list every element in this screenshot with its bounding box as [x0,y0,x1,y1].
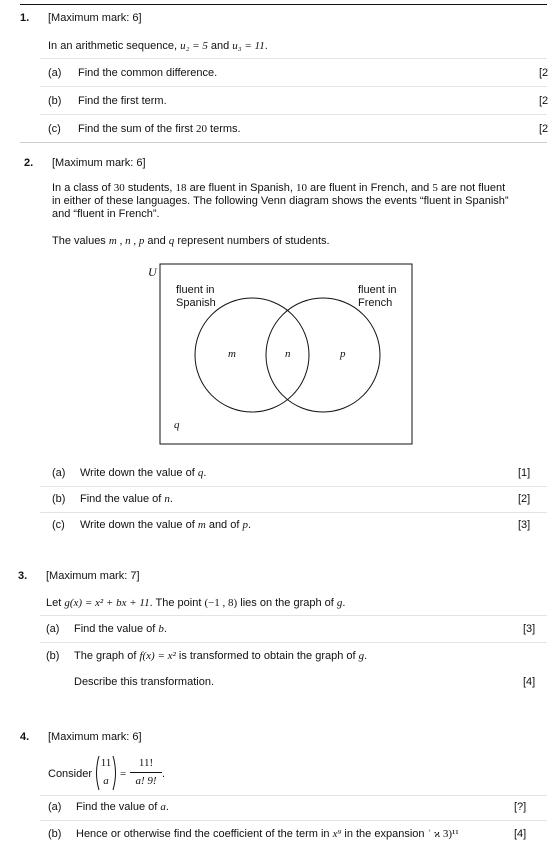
q1c-mark: [2 [539,123,548,135]
q4a-mark: [?] [514,801,527,813]
q4-consider: Consider [48,768,93,780]
q2c-label: (c) [52,519,65,531]
q4-equals: = [120,768,127,780]
q2a-label: (a) [52,467,66,479]
q4-number: 4. [20,731,30,743]
q1b-text: Find the first term. [78,95,167,107]
binomial-top: 11 [100,757,112,769]
venn-spanish-circle [195,298,309,412]
q2b-divider [40,512,547,513]
q2-para1-line2: in either of these languages. The following Venn diagram shows the events “fluent in Spanish” [52,195,509,207]
q3a-mark: [3] [523,623,536,635]
q4b-label: (b) [48,828,62,840]
q4a-text: Find the value of a. [76,801,169,813]
q1a-text: Find the common difference. [78,67,218,79]
q1a-mark: [2 [539,67,548,79]
q4-fraction [130,757,162,789]
venn-right-label-2: French [358,297,393,309]
q2b-mark: [2] [518,493,531,505]
q2-header: [Maximum mark: 6] [52,157,146,169]
q2-para1-line3: and “fluent in French”. [52,208,160,220]
venn-region-p: p [340,348,346,360]
venn-region-n: n [285,348,291,360]
q3b-text: The graph of f(x) = x² is transformed to obtain the graph of g. [74,650,368,662]
q1c-text: Find the sum of the first 20 terms. [78,123,241,135]
venn-left-label-1: fluent in [176,284,215,296]
q2b-text: Find the value of n. [80,493,173,505]
q2-para1-line1: In a class of 30 students, 18 are fluent in Spanish, 10 are fluent in French, and 5 are not fluent [52,182,506,194]
q3b-mark: [4] [523,676,536,688]
q3-divider [40,615,547,616]
q4b-text: Hence or otherwise find the coefficient of the term in x⁹ in the expansion ʿ ϰ 3)¹¹ [76,828,459,840]
q2c-mark: [3] [518,519,531,531]
q4b-mark: [4] [514,828,527,840]
q1b-mark: [2 [539,95,548,107]
q4-header: [Maximum mark: 6] [48,731,142,743]
q4-fraction-period: . [162,768,166,780]
q1a-label: (a) [48,67,62,79]
q3b-describe: Describe this transformation. [74,676,214,688]
venn-left-label-2: Spanish [176,297,216,309]
venn-region-q: q [174,419,180,431]
q4a-divider [40,820,547,821]
venn-right-label-1: fluent in [358,284,397,296]
q2a-divider [40,486,547,487]
q3b-label: (b) [46,650,60,662]
q1-header: [Maximum mark: 6] [48,12,142,24]
fraction-numerator: 11! [138,757,154,769]
q3a-text: Find the value of b. [74,623,167,635]
q3-number: 3. [18,570,28,582]
q2b-label: (b) [52,493,66,505]
q1b-label: (b) [48,95,62,107]
binomial-bottom: a [103,775,109,787]
q3a-label: (a) [46,623,60,635]
q4-divider [40,795,547,796]
fraction-bar [130,772,162,773]
q3-header: [Maximum mark: 7] [46,570,140,582]
venn-universe-label: U [148,265,157,279]
q3a-divider [40,642,547,643]
q1c-label: (c) [48,123,61,135]
q2-number: 2. [24,157,34,169]
q3-stem: Let g(x) = x² + bx + 11. The point (−1 , 8) lies on the graph of g. [46,597,346,609]
venn-region-m: m [228,348,236,360]
q2a-mark: [1] [518,467,531,479]
venn-french-circle [266,298,380,412]
q2-para2: The values m , n , p and q represent numbers of students. [52,235,330,247]
q1-stem: In an arithmetic sequence, u₂ = 5 and u₃ = 11. [48,40,268,52]
fraction-denominator: a! 9! [135,775,157,787]
q2c-text: Write down the value of m and of p. [80,519,252,531]
q2a-text: Write down the value of q. [80,467,207,479]
q4a-label: (a) [48,801,62,813]
q4-binomial [94,755,118,791]
q1-number: 1. [20,12,30,24]
